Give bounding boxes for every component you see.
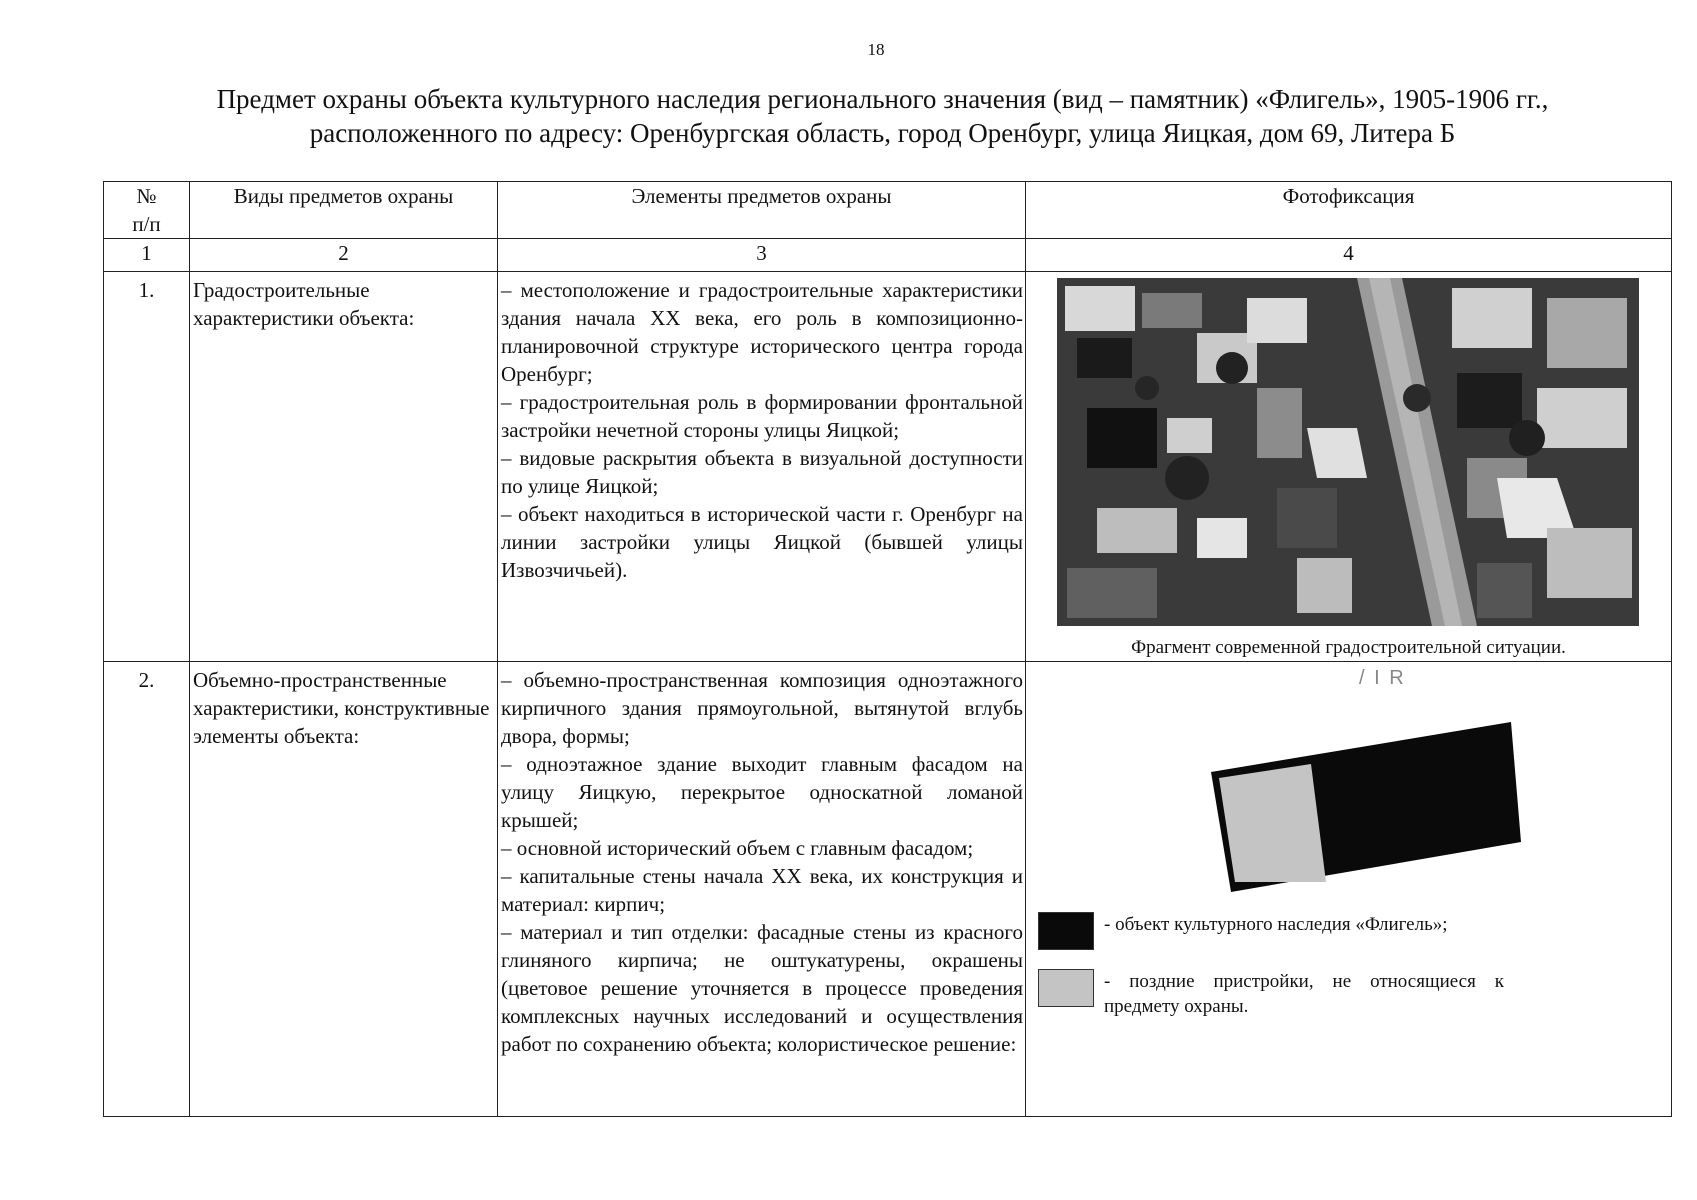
element-item: – местоположение и градостроительные характеристики здания начала XX века, его роль в композиционно-планировочной структуре исторического центра города Оренбург; [501, 278, 1023, 386]
header-num-label: п/п [132, 212, 161, 236]
element-item: – объект находиться в исторической части г. Оренбург на линии застройки улицы Яицкой (бывшей улицы Извозчичьей). [501, 502, 1023, 582]
col-number: 3 [498, 239, 1026, 272]
col-number: 1 [104, 239, 190, 272]
page-title [100, 82, 1665, 150]
header-num [104, 182, 190, 239]
header-photo: Фотофиксация [1026, 182, 1672, 239]
header-kinds: Виды предметов охраны [190, 182, 498, 239]
row-kind: Объемно-пространственные характеристики, конструктивные элементы объекта: [190, 662, 498, 1117]
col-number: 2 [190, 239, 498, 272]
photo-caption: Фрагмент современной градостроительной ситуации. [1131, 637, 1566, 658]
legend-swatch-heritage [1038, 912, 1094, 950]
header-num-symbol: № [136, 184, 157, 208]
aerial-photo [1057, 278, 1639, 626]
row-elements [498, 272, 1026, 662]
title-line-1: Предмет охраны объекта культурного наследия регионального значения (вид – памятник) «Флигель», 1905-1906 гг., [216, 84, 1549, 114]
photo-cell [1026, 272, 1672, 662]
legend-item-extensions [1038, 969, 1508, 1025]
row-number: 2. [104, 662, 190, 1117]
element-item: – градостроительная роль в формировании фронтальной застройки нечетной стороны улицы Яицкой; [501, 390, 1023, 442]
legend-swatch-extensions [1038, 969, 1094, 1007]
element-item: – основной исторический объем с главным фасадом; [501, 836, 974, 860]
protection-table [103, 181, 1672, 1117]
column-number-row [104, 239, 1672, 272]
plan-cell [1026, 662, 1672, 1117]
element-item: – объемно-пространственная композиция одноэтажного кирпичного здания прямоугольной, вытянутой вглубь двора, формы; [501, 668, 1023, 748]
row-kind: Градостроительные характеристики объекта: [190, 272, 498, 662]
header-elements: Элементы предметов охраны [498, 182, 1026, 239]
row-number: 1. [104, 272, 190, 662]
table-row [104, 272, 1672, 662]
row-elements [498, 662, 1026, 1117]
element-item: – одноэтажное здание выходит главным фасадом на улицу Яицкую, перекрытое односкатной ломаной крышей; [501, 752, 1023, 832]
table-row [104, 662, 1672, 1117]
element-item: – материал и тип отделки: фасадные стены из красного глиняного кирпича; не оштукатурены, окрашены (цветовое решение уточняется в процессе проведения комплексных научных исследований и осуществления работ по сохранению объекта; колористическое решение: [501, 920, 1023, 1056]
building-plan [1201, 722, 1531, 902]
element-item: – капитальные стены начала XX века, их конструкция и материал: кирпич; [501, 864, 1023, 916]
legend-item-heritage [1038, 912, 1508, 968]
col-number: 4 [1026, 239, 1672, 272]
title-line-2: расположенного по адресу: Оренбургская область, город Оренбург, улица Яицкая, дом 69, Литера Б [309, 118, 1456, 148]
legend-text: - объект культурного наследия «Флигель»; [1104, 914, 1448, 935]
element-item: – видовые раскрытия объекта в визуальной доступности по улице Яицкой; [501, 446, 1023, 498]
legend-text: - поздние пристройки, не относящиеся к предмету охраны. [1104, 971, 1504, 1017]
plan-label: / I R [1359, 667, 1406, 689]
page-number: 18 [867, 40, 885, 59]
header-row [104, 182, 1672, 239]
